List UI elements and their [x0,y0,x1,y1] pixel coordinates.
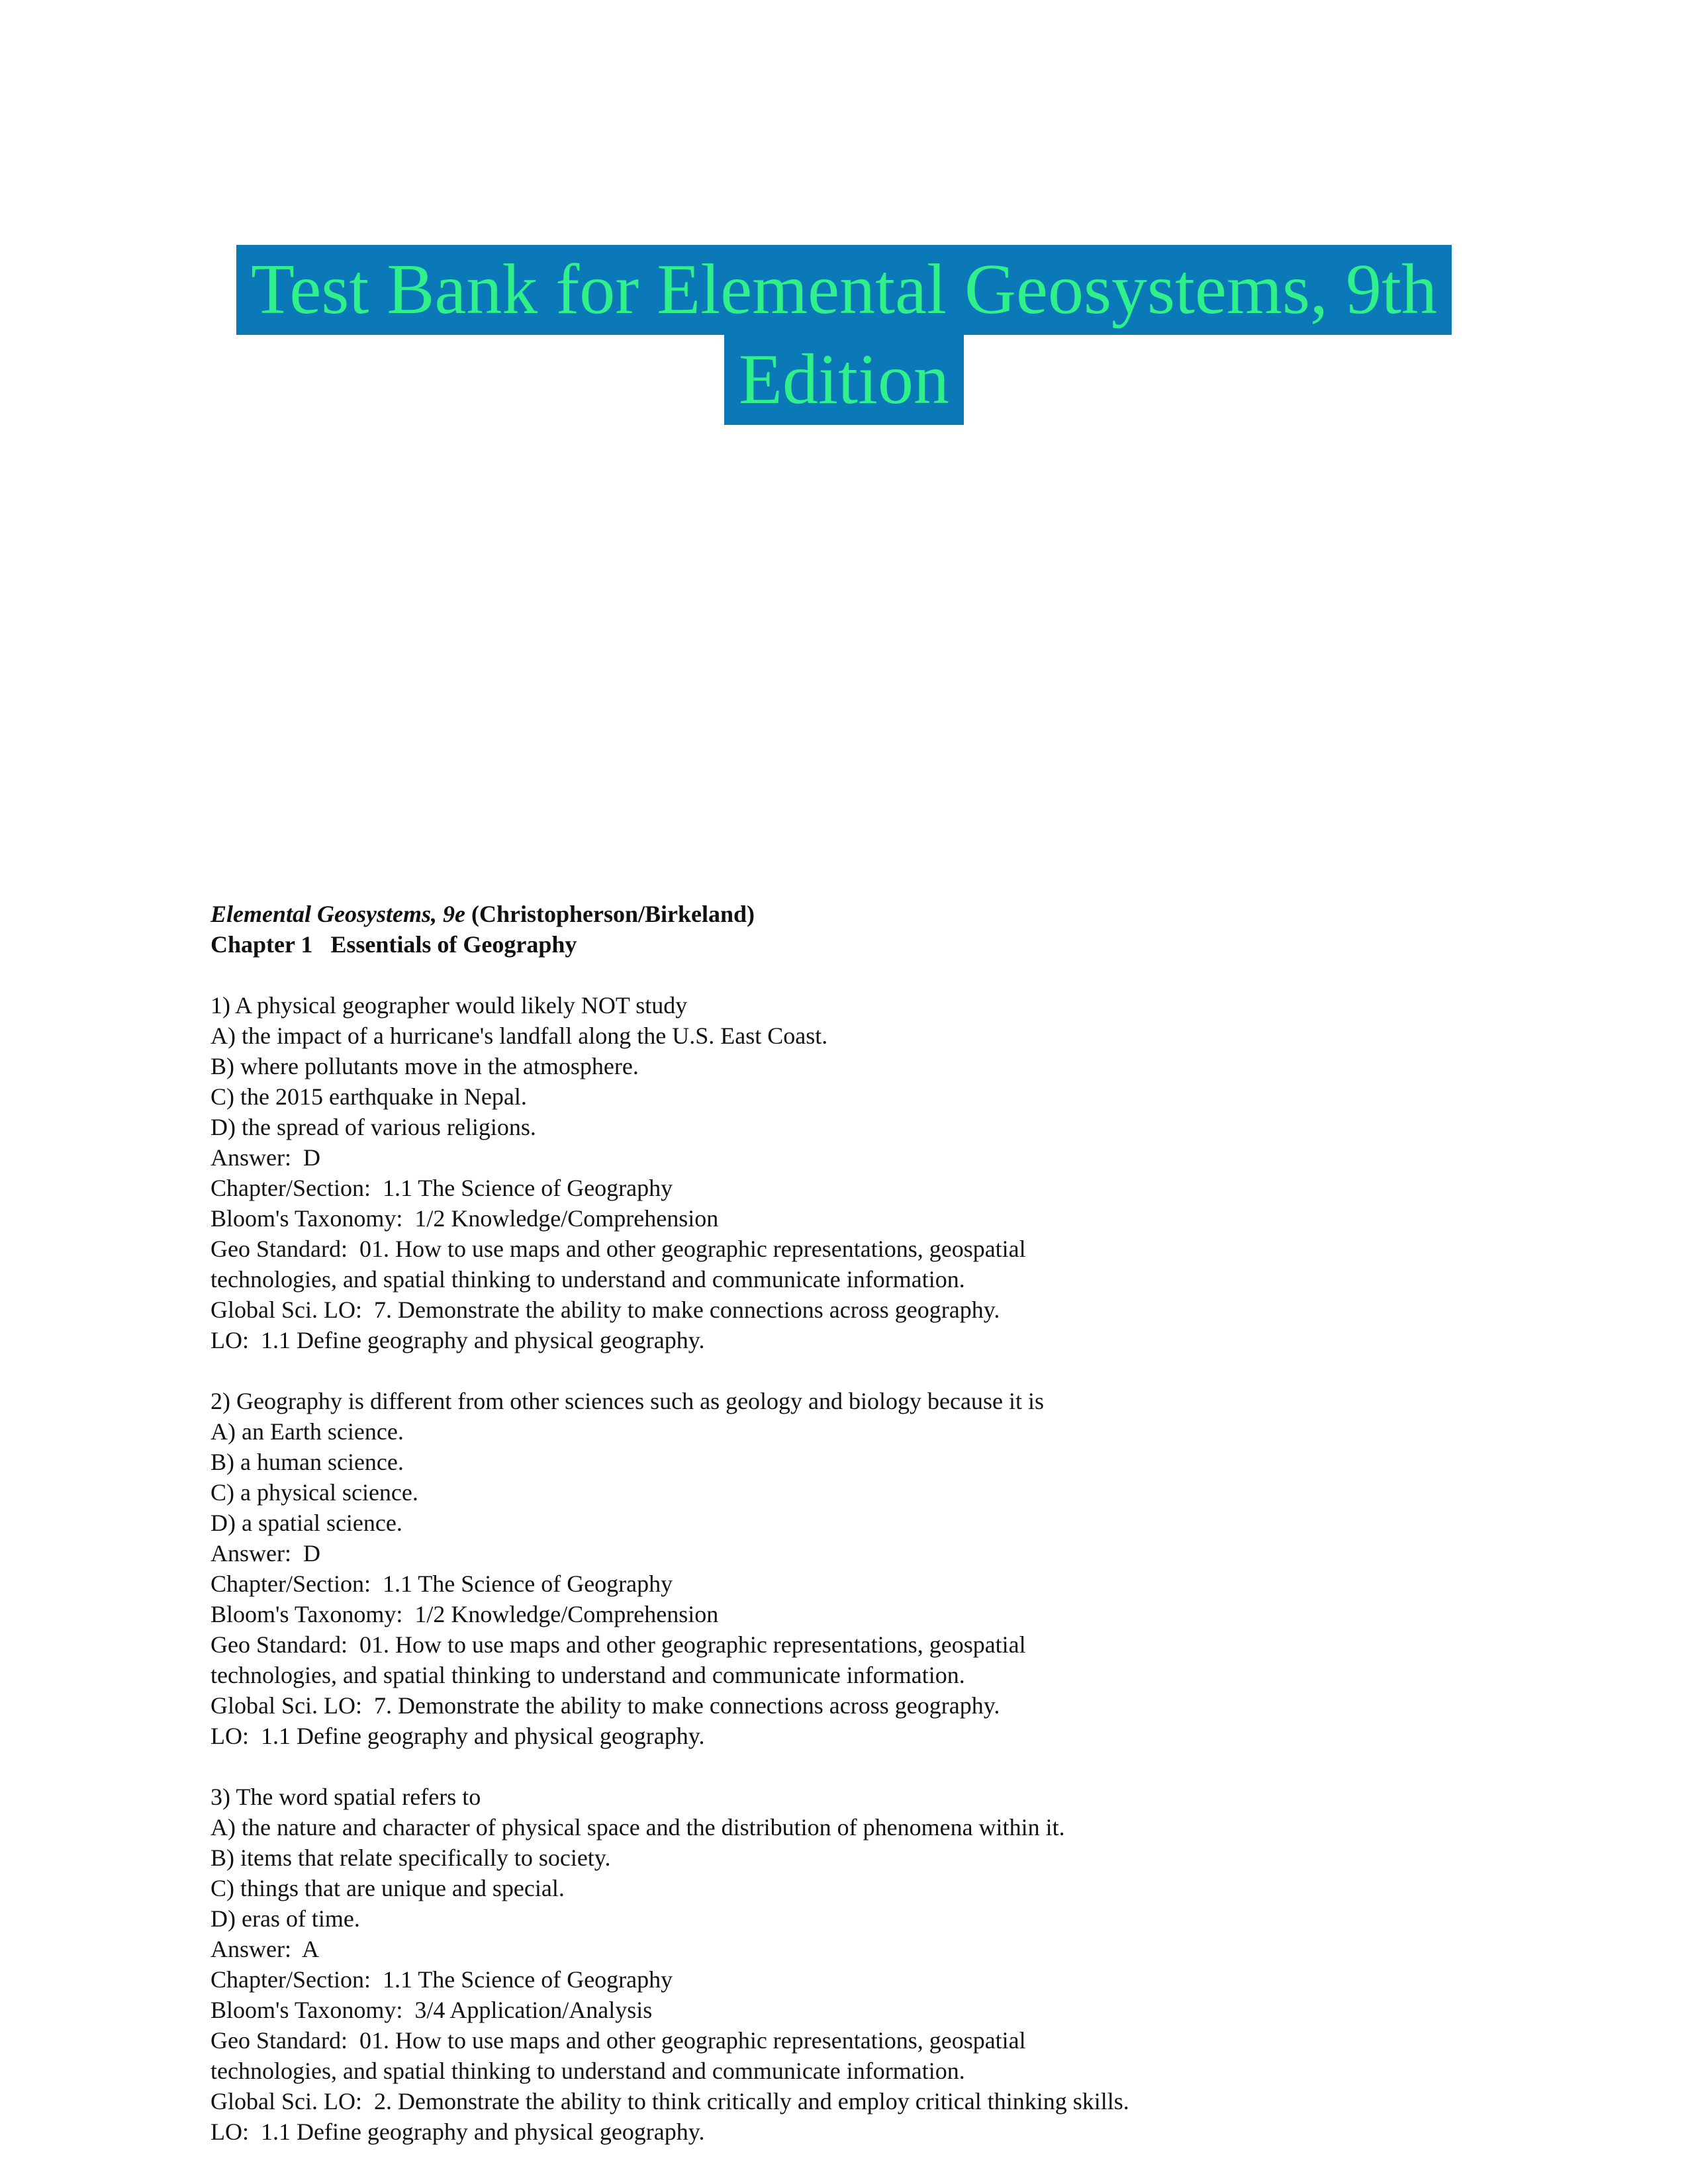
geo-standard-cont: technologies, and spatial thinking to understand and communicate information. [211,1662,965,1688]
option-c: C) the 2015 earthquake in Nepal. [211,1083,527,1110]
option-c: C) a physical science. [211,1479,418,1506]
question-stem: 3) The word spatial refers to [211,1784,481,1810]
learning-objective: LO: 1.1 Define geography and physical geography. [211,1723,705,1749]
option-d: D) a spatial science. [211,1510,402,1536]
geo-standard: Geo Standard: 01. How to use maps and other geographic representations, geospatial [211,1236,1026,1262]
option-c: C) things that are unique and special. [211,1875,565,1901]
option-b: B) a human science. [211,1449,404,1475]
title-line-2: Edition [724,335,964,425]
question-3 [211,1782,1534,2147]
question-stem: 2) Geography is different from other sciences such as geology and biology because it is [211,1388,1044,1414]
book-title: Elemental Geosystems, 9e [211,901,465,927]
bloom-taxonomy: Bloom's Taxonomy: 1/2 Knowledge/Comprehension [211,1205,719,1232]
learning-objective: LO: 1.1 Define geography and physical geography. [211,2118,705,2145]
geo-standard: Geo Standard: 01. How to use maps and other geographic representations, geospatial [211,2027,1026,2054]
question-stem: 1) A physical geographer would likely NOT study [211,992,688,1019]
option-a: A) the nature and character of physical space and the distribution of phenomena within it. [211,1814,1065,1841]
answer: Answer: D [211,1144,320,1171]
chapter-heading: Chapter 1 Essentials of Geography [211,931,577,958]
option-d: D) the spread of various religions. [211,1114,536,1140]
option-a: A) an Earth science. [211,1418,404,1445]
book-authors: (Christopherson/Birkeland) [465,901,755,927]
chapter-section: Chapter/Section: 1.1 The Science of Geography [211,1570,673,1597]
book-citation [211,899,1534,929]
chapter-section: Chapter/Section: 1.1 The Science of Geography [211,1966,673,1993]
chapter-section: Chapter/Section: 1.1 The Science of Geography [211,1175,673,1201]
title-line-1: Test Bank for Elemental Geosystems, 9th [236,245,1452,335]
answer: Answer: D [211,1540,320,1567]
global-sci-lo: Global Sci. LO: 2. Demonstrate the ability to think critically and employ critical thinking skills. [211,2088,1129,2115]
question-2 [211,1386,1534,1751]
book-header [211,899,1534,960]
global-sci-lo: Global Sci. LO: 7. Demonstrate the ability to make connections across geography. [211,1297,1000,1323]
question-1 [211,990,1534,1355]
option-b: B) where pollutants move in the atmosphere. [211,1053,639,1079]
option-d: D) eras of time. [211,1905,360,1932]
document-title [0,245,1688,425]
answer: Answer: A [211,1936,319,1962]
global-sci-lo: Global Sci. LO: 7. Demonstrate the ability to make connections across geography. [211,1692,1000,1719]
geo-standard-cont: technologies, and spatial thinking to understand and communicate information. [211,2058,965,2084]
bloom-taxonomy: Bloom's Taxonomy: 1/2 Knowledge/Comprehension [211,1601,719,1627]
option-a: A) the impact of a hurricane's landfall along the U.S. East Coast. [211,1023,828,1049]
learning-objective: LO: 1.1 Define geography and physical geography. [211,1327,705,1353]
option-b: B) items that relate specifically to society. [211,1844,611,1871]
bloom-taxonomy: Bloom's Taxonomy: 3/4 Application/Analysis [211,1997,653,2023]
test-bank-content [211,899,1534,2147]
geo-standard-cont: technologies, and spatial thinking to understand and communicate information. [211,1266,965,1293]
geo-standard: Geo Standard: 01. How to use maps and other geographic representations, geospatial [211,1631,1026,1658]
